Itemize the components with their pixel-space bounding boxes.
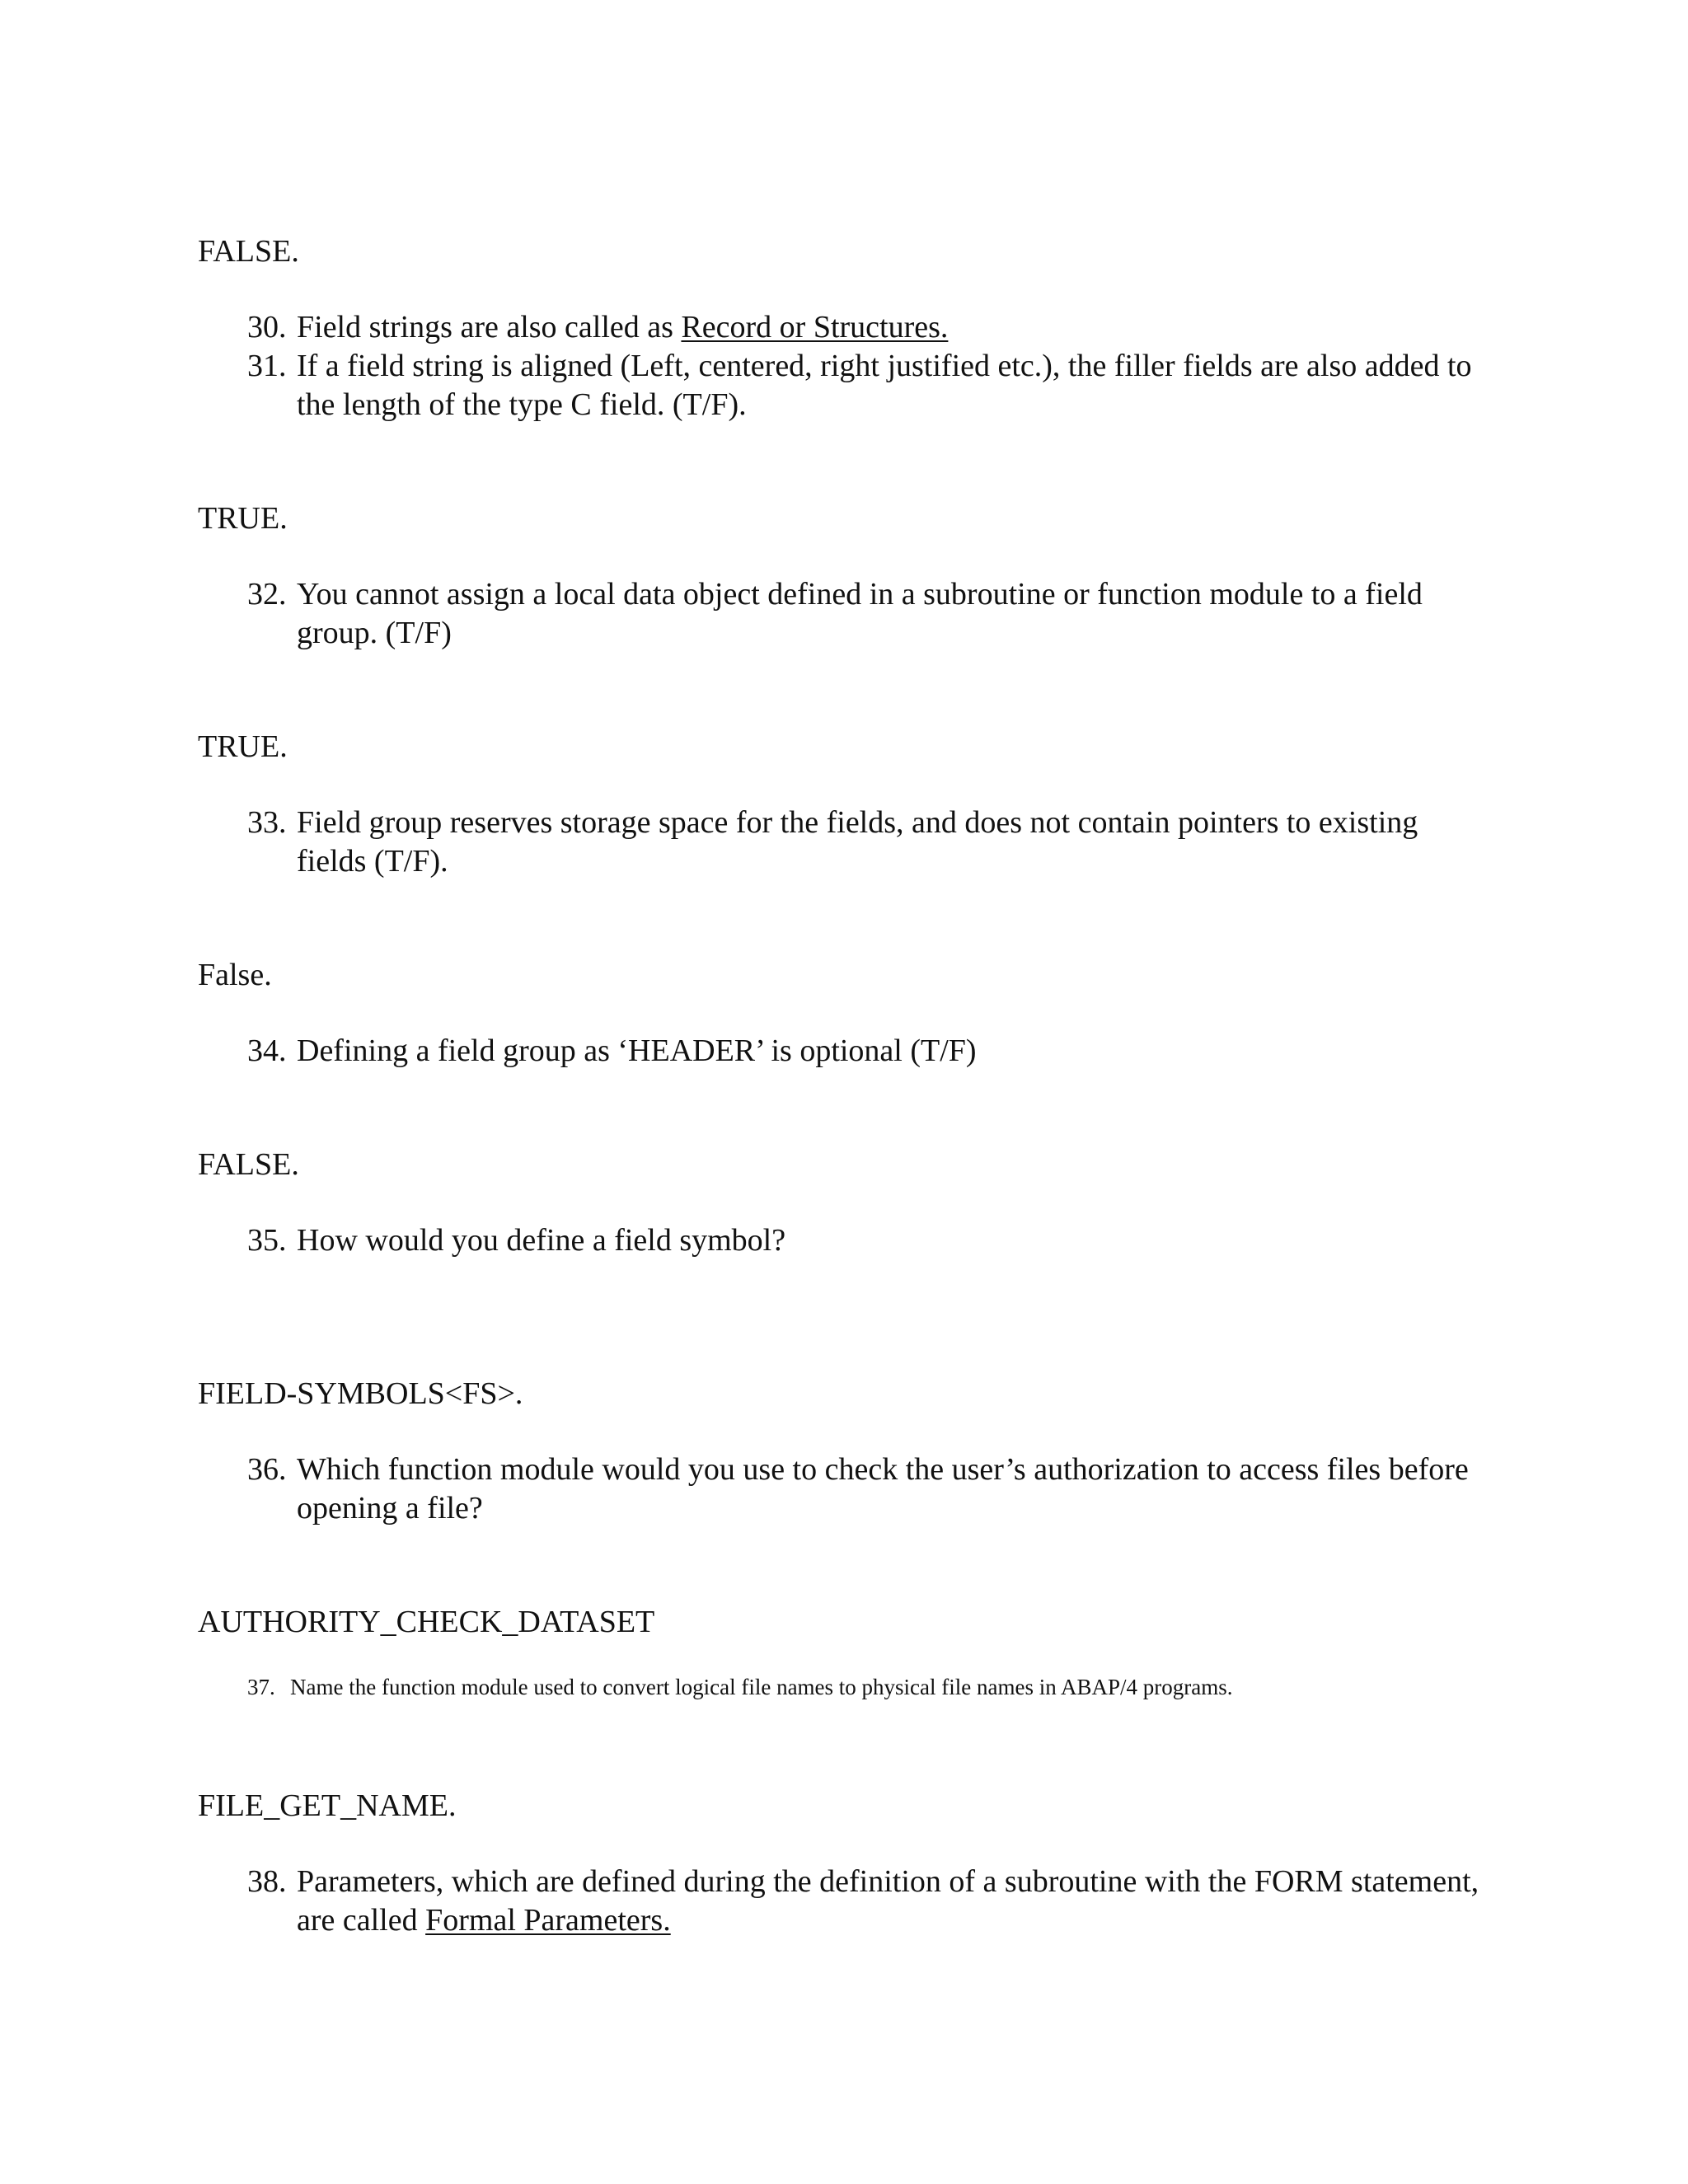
question-37 [247,1673,1566,1701]
question-text: If a field string is aligned (Left, centered, right justified etc.), the filler fields are also added to the length of the type C field. (T/F). [297,349,1472,422]
question-30 [247,308,1484,347]
question-number: 38. [247,1864,287,1899]
answer-31: TRUE. [198,501,288,536]
underlined-answer: Formal Parameters. [425,1903,671,1938]
question-number: 37. [247,1675,275,1699]
answer-33: False. [198,958,272,992]
answer-37: FILE_GET_NAME. [198,1788,457,1823]
question-38 [247,1863,1484,1940]
question-number: 33. [247,805,287,840]
question-number: 31. [247,349,287,383]
question-31 [247,347,1484,424]
answer-29: FALSE. [198,234,299,269]
question-text: Name the function module used to convert logical file names to physical file names in ABAP/4 programs. [290,1675,1233,1699]
question-number: 30. [247,310,287,344]
question-text [297,308,1484,347]
question-number: 36. [247,1452,287,1487]
question-35 [247,1221,1484,1260]
question-text [297,1863,1484,1940]
question-text: You cannot assign a local data object defined in a subroutine or function module to a field group. (T/F) [297,577,1423,650]
question-number: 34. [247,1033,287,1068]
question-32 [247,575,1484,653]
answer-32: TRUE. [198,729,288,764]
question-text: Defining a field group as ‘HEADER’ is optional (T/F) [297,1033,977,1068]
question-text: Which function module would you use to check the user’s authorization to access files before opening a file? [297,1452,1469,1526]
question-text-plain: Field strings are also called as [297,310,682,344]
question-36 [247,1451,1484,1528]
question-text: How would you define a field symbol? [297,1223,786,1258]
answer-36: AUTHORITY_CHECK_DATASET [198,1605,655,1639]
question-text-plain: Parameters, which are defined during the definition of a subroutine with the FORM statement, are called [297,1864,1479,1938]
question-number: 32. [247,577,287,612]
answer-35: FIELD-SYMBOLS<FS>. [198,1376,523,1411]
question-text: Field group reserves storage space for the fields, and does not contain pointers to existing fields (T/F). [297,805,1418,879]
answer-34: FALSE. [198,1147,299,1182]
question-33 [247,804,1484,881]
underlined-answer: Record or Structures. [681,310,949,344]
question-number: 35. [247,1223,287,1258]
question-34 [247,1032,1484,1071]
